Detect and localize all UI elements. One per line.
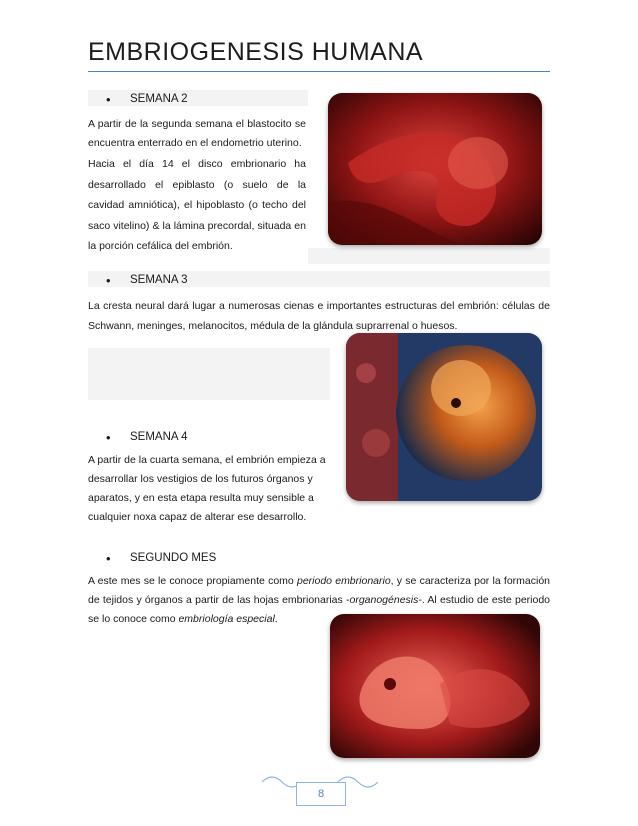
embryo-photo-week-2 xyxy=(328,93,542,245)
paragraph: La cresta neural dará lugar a numerosas cienas e importantes estructuras del embrión: células de Schwann, meninges, melanocitos, médula de la glándula suprarrenal o huesos. xyxy=(88,300,550,332)
page-title: EMBRIOGENESIS HUMANA xyxy=(88,38,550,72)
section-shade xyxy=(308,248,550,264)
paragraph: A partir de la cuarta semana, el embrión empieza a desarrollar los vestigios de los futuros órganos y aparatos, y en esta etapa resulta muy sensible a cualquier noxa capaz de alterar ese desarrollo. xyxy=(88,454,326,523)
paragraph: A este mes se le conoce propiamente como periodo embrionario, y se caracteriza por la formación de tejidos y órganos a partir de las hojas embrionarias -organogénesis-. Al estudio de este periodo se lo conoce como embriología especial. xyxy=(88,575,551,625)
paragraph: A partir de la segunda semana el blastocito se encuentra enterrado en el endometrio uterino. xyxy=(88,118,306,149)
embryo-photo-second-month xyxy=(330,614,540,758)
page-number: 8 xyxy=(296,782,346,806)
embryo-photo-week-3 xyxy=(346,333,542,501)
section-shade xyxy=(88,348,330,400)
bullet-icon: • xyxy=(106,430,111,445)
paragraph: Hacia el día 14 el disco embrionario ha desarrollado el epiblasto (o suelo de la cavidad amniótica), el hipoblasto (o techo del saco vitelino) & la lámina precordal, situada en la porción cefálica del embrión. xyxy=(88,158,306,252)
bullet-icon: • xyxy=(106,273,111,288)
section-shade xyxy=(88,90,308,106)
bullet-icon: • xyxy=(106,551,111,566)
bullet-icon: • xyxy=(106,92,111,107)
